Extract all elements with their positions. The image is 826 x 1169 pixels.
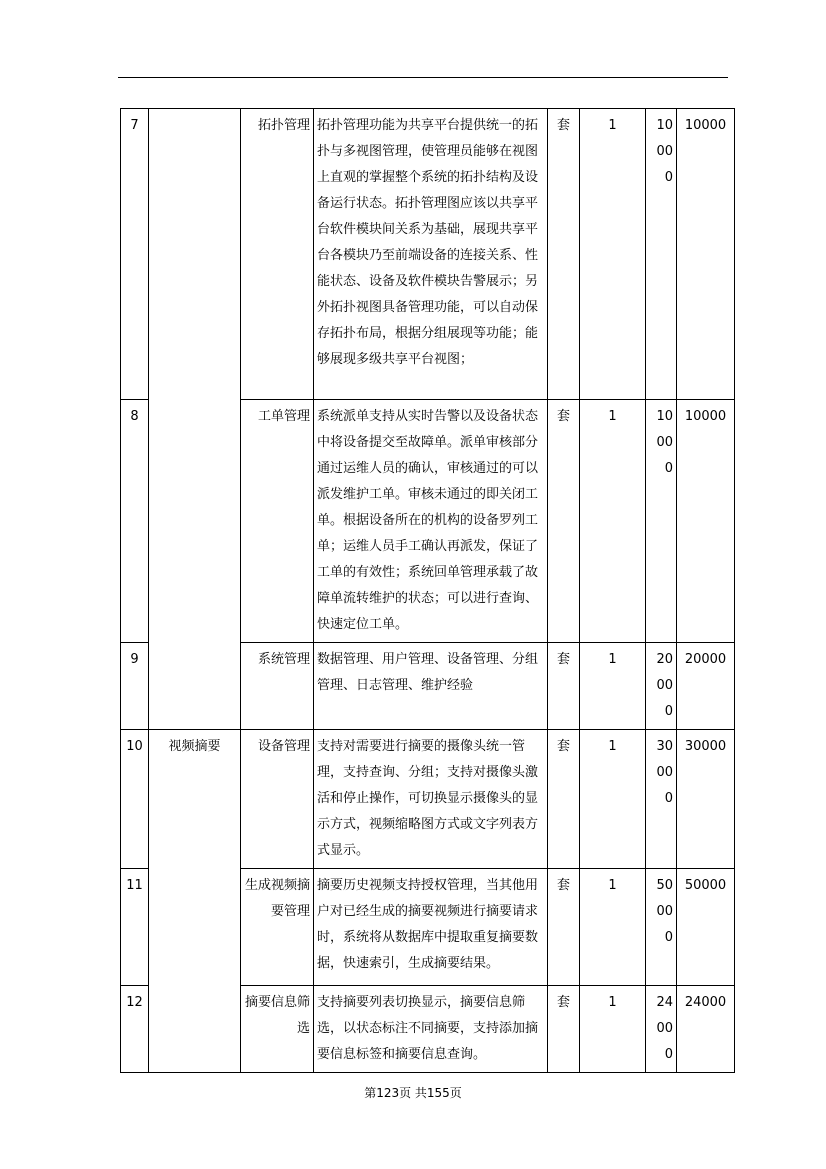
row-category	[149, 109, 241, 730]
row-item: 摘要信息筛选	[241, 986, 314, 1073]
row-description: 摘要历史视频支持授权管理，当其他用户对已经生成的摘要视频进行摘要请求时，系统将从数据库中提取重复摘要数据，快速索引，生成摘要结果。	[314, 869, 548, 986]
row-unit: 套	[548, 109, 580, 400]
row-description: 数据管理、用户管理、设备管理、分组管理、日志管理、维护经验	[314, 643, 548, 730]
row-number: 12	[121, 986, 149, 1073]
row-description: 支持摘要列表切换显示，摘要信息筛选，以状态标注不同摘要，支持添加摘要信息标签和摘要信息查询。	[314, 986, 548, 1073]
row-unit-price: 20000	[646, 643, 677, 730]
row-total: 50000	[677, 869, 735, 986]
table-row	[121, 730, 735, 869]
row-number: 7	[121, 109, 149, 400]
row-quantity: 1	[580, 643, 646, 730]
row-item: 拓扑管理	[241, 109, 314, 400]
row-description: 拓扑管理功能为共享平台提供统一的拓扑与多视图管理，使管理员能够在视图上直观的掌握整个系统的拓扑结构及设备运行状态。拓扑管理图应该以共享平台软件模块间关系为基础，展现共享平台各模块乃至前端设备的连接关系、性能状态、设备及软件模块告警展示；另外拓扑视图具备管理功能，可以自动保存拓扑布局，根据分组展现等功能；能够展现多级共享平台视图；	[314, 109, 548, 400]
header-rule	[118, 77, 728, 78]
row-unit: 套	[548, 730, 580, 869]
row-total: 10000	[677, 400, 735, 643]
row-unit-price: 10000	[646, 400, 677, 643]
row-item: 设备管理	[241, 730, 314, 869]
row-quantity: 1	[580, 986, 646, 1073]
row-unit-price: 24000	[646, 986, 677, 1073]
row-item: 系统管理	[241, 643, 314, 730]
row-unit: 套	[548, 869, 580, 986]
row-unit: 套	[548, 986, 580, 1073]
row-item: 生成视频摘要管理	[241, 869, 314, 986]
row-total: 20000	[677, 643, 735, 730]
row-unit-price: 30000	[646, 730, 677, 869]
row-total: 24000	[677, 986, 735, 1073]
row-total: 30000	[677, 730, 735, 869]
table-row	[121, 109, 735, 400]
row-number: 9	[121, 643, 149, 730]
row-quantity: 1	[580, 109, 646, 400]
row-quantity: 1	[580, 730, 646, 869]
row-total: 10000	[677, 109, 735, 400]
row-description: 系统派单支持从实时告警以及设备状态中将设备提交至故障单。派单审核部分通过运维人员的确认，审核通过的可以派发维护工单。审核未通过的即关闭工单。根据设备所在的机构的设备罗列工单；运维人员手工确认再派发，保证了工单的有效性；系统回单管理承载了故障单流转维护的状态；可以进行查询、快速定位工单。	[314, 400, 548, 643]
row-item: 工单管理	[241, 400, 314, 643]
row-number: 8	[121, 400, 149, 643]
row-unit-price: 10000	[646, 109, 677, 400]
row-unit: 套	[548, 643, 580, 730]
row-description: 支持对需要进行摘要的摄像头统一管理，支持查询、分组；支持对摄像头激活和停止操作，可切换显示摄像头的显示方式，视频缩略图方式或文字列表方式显示。	[314, 730, 548, 869]
page-footer: 第123页 共155页	[364, 1086, 462, 1100]
row-number: 10	[121, 730, 149, 869]
spec-table	[120, 108, 735, 1073]
row-unit: 套	[548, 400, 580, 643]
row-quantity: 1	[580, 400, 646, 643]
row-quantity: 1	[580, 869, 646, 986]
row-unit-price: 50000	[646, 869, 677, 986]
row-category: 视频摘要	[149, 730, 241, 1073]
row-number: 11	[121, 869, 149, 986]
